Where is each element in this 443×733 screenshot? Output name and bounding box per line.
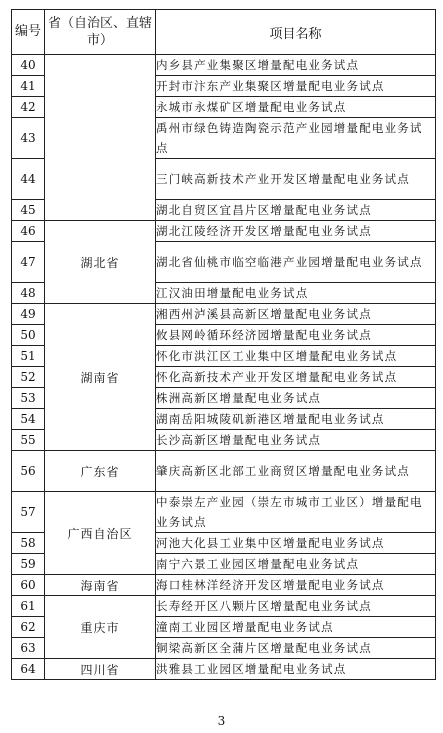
row-number: 49	[12, 304, 45, 325]
header-project-name: 项目名称	[156, 10, 436, 55]
row-number: 60	[12, 575, 45, 596]
table-row	[12, 596, 436, 617]
row-number: 54	[12, 409, 45, 430]
row-number: 52	[12, 367, 45, 388]
row-number: 43	[12, 118, 45, 159]
project-name: 禹州市绿色铸造陶瓷示范产业园增量配电业务试点	[156, 118, 436, 159]
table-row	[12, 451, 436, 492]
row-number: 50	[12, 325, 45, 346]
province-hunan: 湖南省	[45, 304, 156, 451]
row-number: 63	[12, 638, 45, 659]
header-number: 编号	[12, 10, 45, 55]
project-name: 河池大化县工业集中区增量配电业务试点	[156, 533, 436, 554]
table-row	[12, 575, 436, 596]
row-number: 57	[12, 492, 45, 533]
project-name: 怀化市洪江区工业集中区增量配电业务试点	[156, 346, 436, 367]
project-name: 潼南工业园区增量配电业务试点	[156, 617, 436, 638]
project-name: 三门峡高新技术产业开发区增量配电业务试点	[156, 159, 436, 200]
project-name: 南宁六景工业园区增量配电业务试点	[156, 554, 436, 575]
province-sichuan: 四川省	[45, 659, 156, 680]
project-name: 洪雅县工业园区增量配电业务试点	[156, 659, 436, 680]
project-name: 中泰崇左产业园（崇左市城市工业区）增量配电业务试点	[156, 492, 436, 533]
project-name: 株洲高新区增量配电业务试点	[156, 388, 436, 409]
project-name: 湖北自贸区宜昌片区增量配电业务试点	[156, 200, 436, 221]
project-name: 永城市永煤矿区增量配电业务试点	[156, 97, 436, 118]
province-cell-blank	[45, 55, 156, 221]
page-number: 3	[217, 714, 226, 728]
table-row	[12, 55, 436, 76]
province-guangxi: 广西自治区	[45, 492, 156, 575]
row-number: 64	[12, 659, 45, 680]
table-row	[12, 492, 436, 533]
province-hainan: 海南省	[45, 575, 156, 596]
row-number: 47	[12, 242, 45, 283]
row-number: 45	[12, 200, 45, 221]
project-name: 开封市汴东产业集聚区增量配电业务试点	[156, 76, 436, 97]
row-number: 44	[12, 159, 45, 200]
row-number: 56	[12, 451, 45, 492]
row-number: 42	[12, 97, 45, 118]
project-name: 湘西州泸溪县高新区增量配电业务试点	[156, 304, 436, 325]
project-name: 铜梁高新区全蒲片区增量配电业务试点	[156, 638, 436, 659]
project-name: 攸县网岭循环经济园增量配电业务试点	[156, 325, 436, 346]
pilot-project-table	[11, 9, 436, 680]
project-name: 肇庆高新区北部工业商贸区增量配电业务试点	[156, 451, 436, 492]
row-number: 59	[12, 554, 45, 575]
table-row	[12, 659, 436, 680]
row-number: 48	[12, 283, 45, 304]
row-number: 41	[12, 76, 45, 97]
project-name: 海口桂林洋经济开发区增量配电业务试点	[156, 575, 436, 596]
row-number: 55	[12, 430, 45, 451]
table-header-row	[12, 10, 436, 55]
table-row	[12, 221, 436, 242]
project-name: 江汉油田增量配电业务试点	[156, 283, 436, 304]
project-name: 内乡县产业集聚区增量配电业务试点	[156, 55, 436, 76]
project-name: 湖南岳阳城陵矶新港区增量配电业务试点	[156, 409, 436, 430]
province-chongqing: 重庆市	[45, 596, 156, 659]
province-hubei: 湖北省	[45, 221, 156, 304]
row-number: 62	[12, 617, 45, 638]
province-guangdong: 广东省	[45, 451, 156, 492]
row-number: 40	[12, 55, 45, 76]
row-number: 46	[12, 221, 45, 242]
project-name: 长寿经开区八颗片区增量配电业务试点	[156, 596, 436, 617]
row-number: 53	[12, 388, 45, 409]
project-name: 长沙高新区增量配电业务试点	[156, 430, 436, 451]
table-row	[12, 304, 436, 325]
row-number: 58	[12, 533, 45, 554]
row-number: 51	[12, 346, 45, 367]
project-name: 湖北省仙桃市临空临港产业园增量配电业务试点	[156, 242, 436, 283]
project-name: 湖北江陵经济开发区增量配电业务试点	[156, 221, 436, 242]
project-name: 怀化高新技术产业开发区增量配电业务试点	[156, 367, 436, 388]
row-number: 61	[12, 596, 45, 617]
header-province: 省（自治区、直辖市）	[45, 10, 156, 55]
